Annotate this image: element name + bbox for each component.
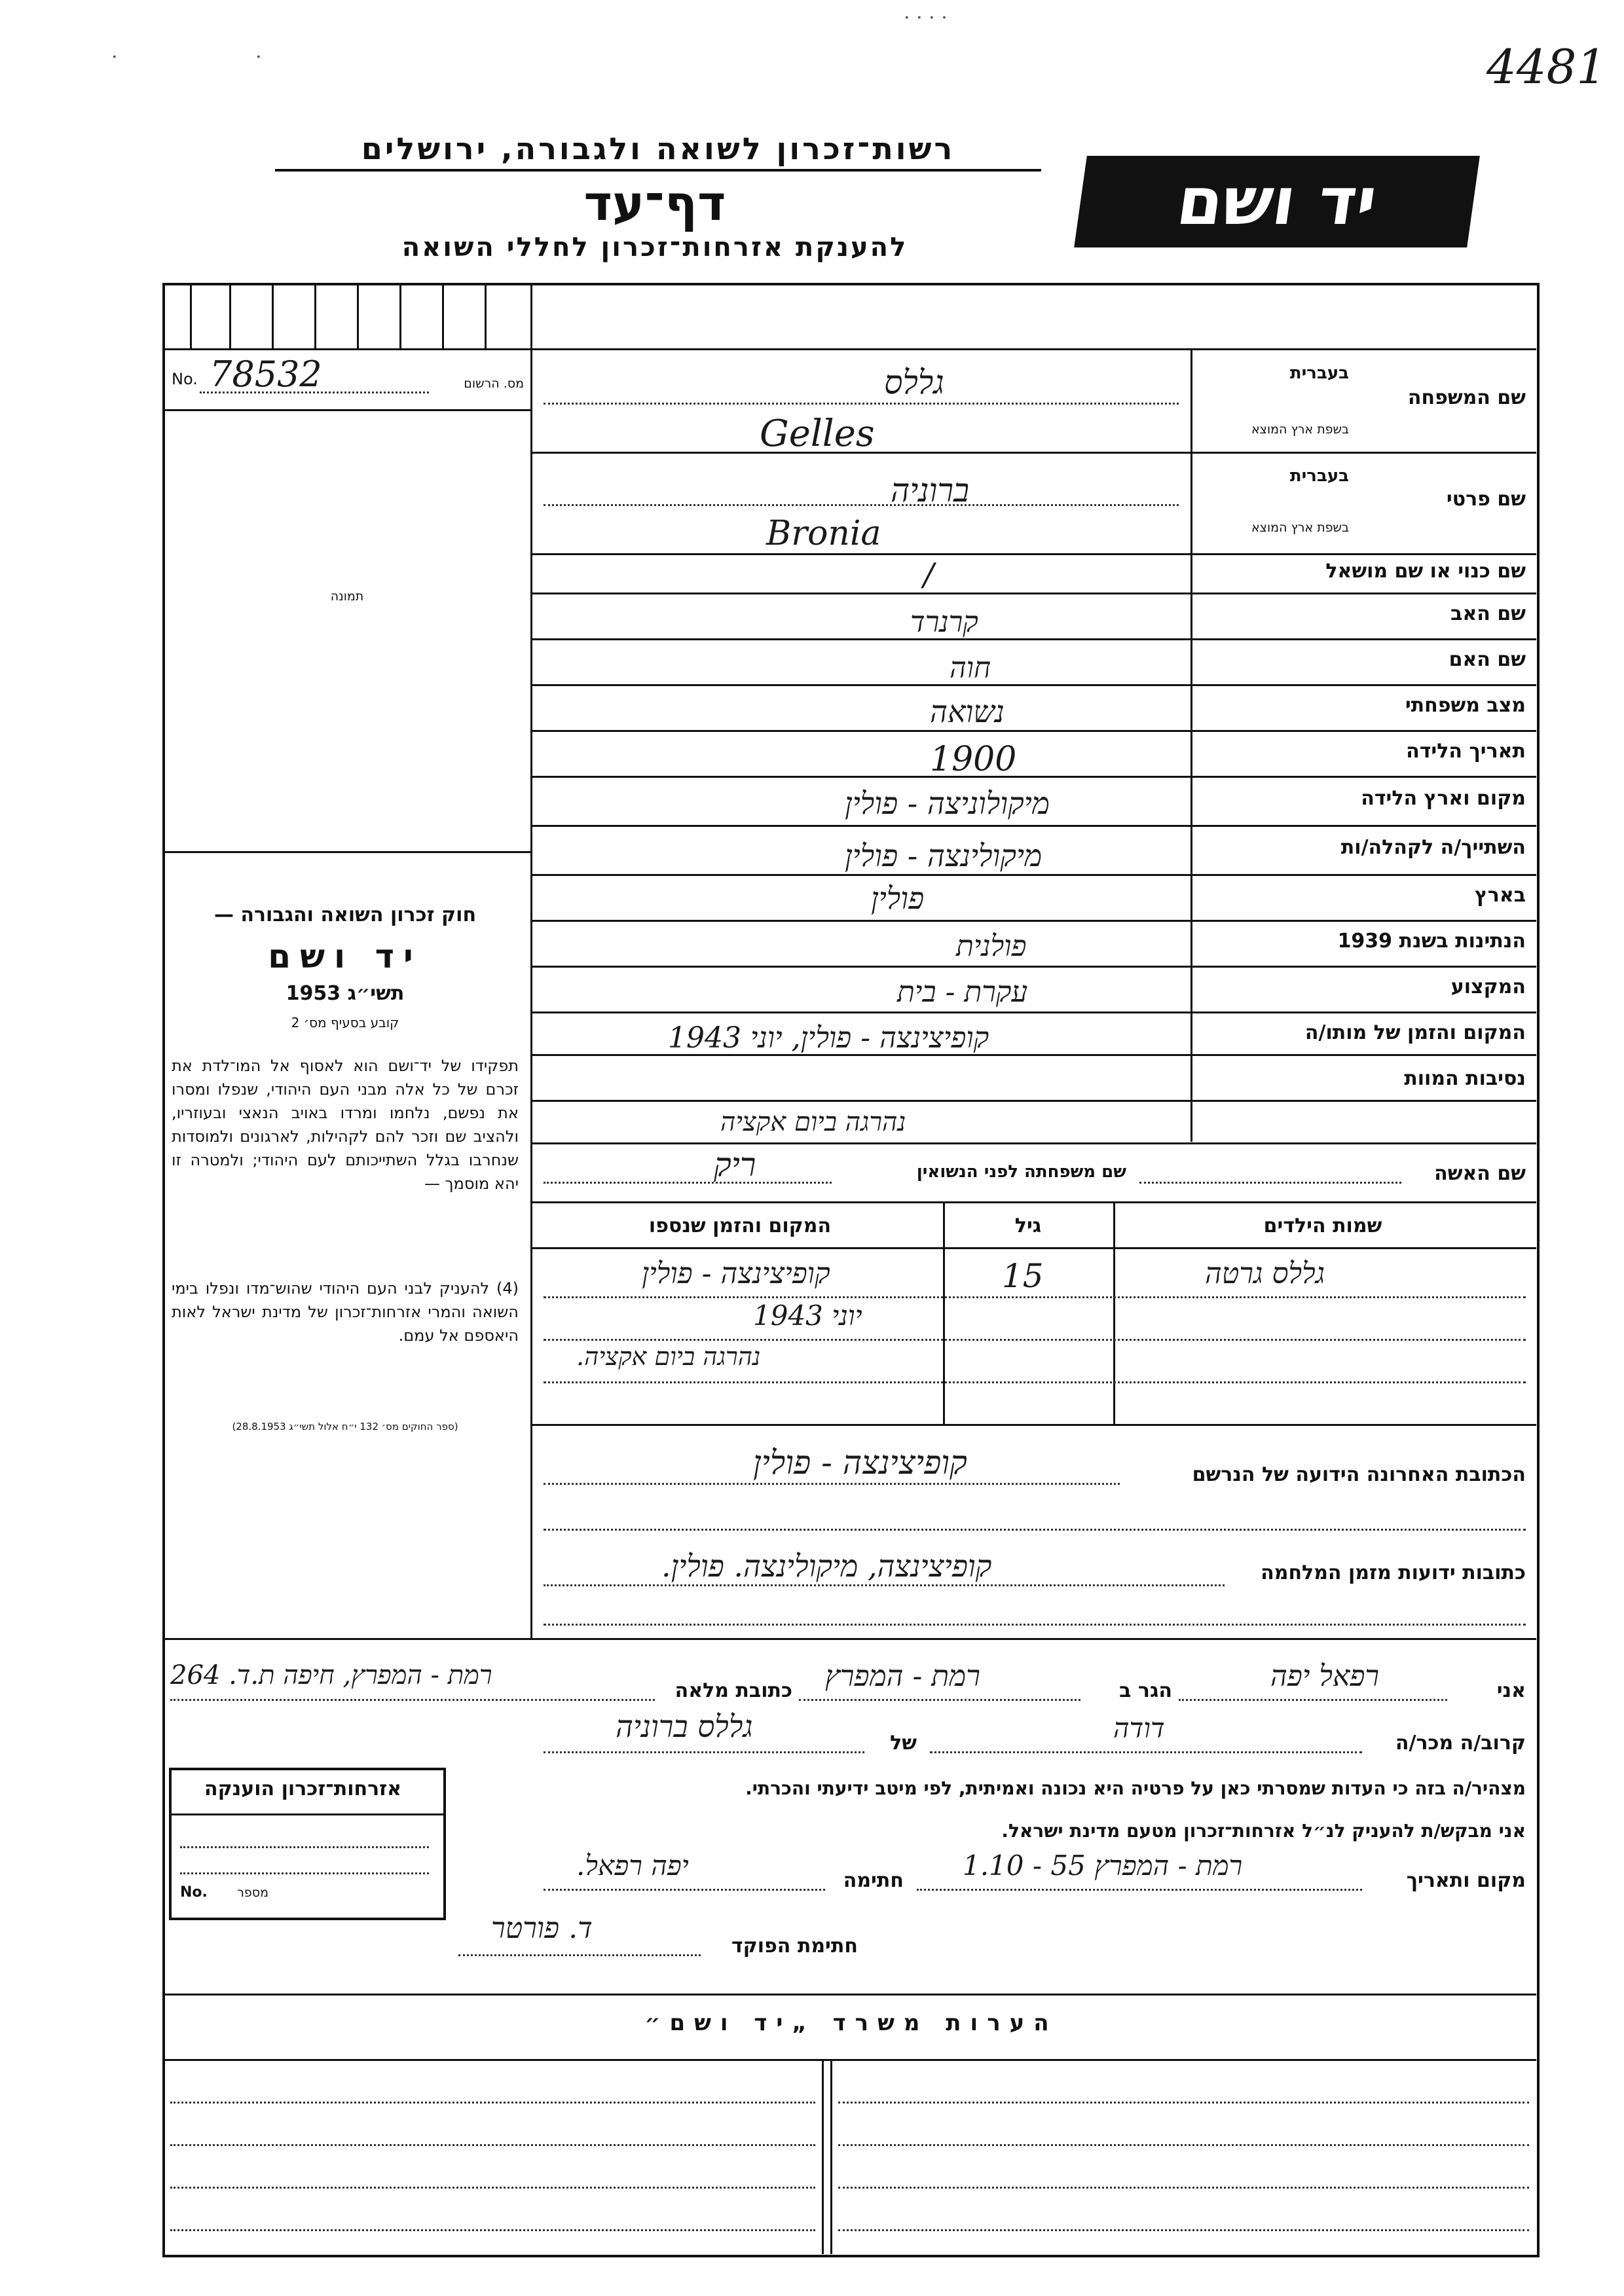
profession-label: המקצוע xyxy=(1450,975,1526,998)
reg-label: מס. הרשום xyxy=(464,376,524,391)
rule xyxy=(190,283,192,348)
rule xyxy=(162,1994,1536,1995)
law-source: (ספר החוקים מס׳ 132 י״ח אלול תשי״ג 28.8.1953) xyxy=(232,1421,458,1432)
rule xyxy=(229,283,231,348)
rule xyxy=(530,776,1536,778)
of-value: גללס ברוניה xyxy=(616,1709,753,1744)
rule xyxy=(530,553,1536,555)
first-origin-label: בשפת ארץ המוצא xyxy=(1251,520,1349,535)
resides-label: הגר ב xyxy=(1119,1679,1172,1702)
rule xyxy=(530,1424,1536,1426)
rule xyxy=(544,1339,1526,1341)
community-value: מיקולינצה - פולין xyxy=(845,838,1043,873)
officer-label: חתימת הפוקד xyxy=(731,1935,858,1958)
rule xyxy=(180,1846,429,1848)
children-place-header: המקום והזמן שנספו xyxy=(648,1214,832,1237)
community-label: השתייך/ה לקהלה/ות xyxy=(1340,836,1526,859)
rule xyxy=(272,283,274,348)
law-name: יד ושם xyxy=(268,938,422,975)
declarant-i-label: אני xyxy=(1496,1679,1526,1702)
rule xyxy=(830,2059,832,2254)
country-value: פולין xyxy=(871,881,925,916)
family-name-origin: Gelles xyxy=(760,412,875,455)
nickname-value: / xyxy=(923,556,934,593)
rule xyxy=(917,1889,1362,1891)
rule xyxy=(1179,1699,1447,1701)
rule xyxy=(530,684,1536,686)
mother-value: חוה xyxy=(950,651,991,685)
rule xyxy=(180,1872,429,1874)
rule xyxy=(485,283,487,348)
rule xyxy=(530,730,1536,732)
rule xyxy=(943,1201,945,1424)
rule xyxy=(170,1699,655,1701)
rule xyxy=(544,1889,825,1891)
rule xyxy=(838,2102,1529,2104)
declarant-name: רפאל יפה xyxy=(1270,1660,1380,1693)
rule xyxy=(1139,1182,1401,1184)
yad-vashem-logo: יד ושם xyxy=(1074,156,1480,247)
rule xyxy=(530,874,1536,876)
last-address-value: קופיצינצה - פולין xyxy=(753,1444,967,1482)
rule xyxy=(930,1751,1362,1753)
war-address-value: קופיצינצה, מיקולינצה. פולין. xyxy=(661,1548,992,1584)
first-name-origin: Bronia xyxy=(766,514,881,553)
citizenship-box-title: אזרחות־זכרון הוענקה xyxy=(204,1777,402,1800)
profession-value: עקרת - בית xyxy=(897,975,1028,1009)
law-section: קובע בסעיף מס׳ 2 xyxy=(291,1015,399,1030)
punch-dot: · xyxy=(111,46,118,69)
rule xyxy=(544,1381,1526,1383)
photo-label: תמונה xyxy=(330,589,364,604)
first-name-hebrew: ברוניה xyxy=(891,471,970,509)
rule xyxy=(530,825,1536,827)
birth-date-value: 1900 xyxy=(930,740,1017,779)
officer-signature: ד. פורטר xyxy=(491,1912,593,1945)
citizenship-box-number-label: מספר xyxy=(237,1886,268,1900)
citizenship-box-no: No. xyxy=(180,1884,208,1901)
rule xyxy=(544,1624,1526,1626)
authority-line: רשות־זכרון לשואה ולגבורה, ירושלים xyxy=(275,131,1041,172)
rule xyxy=(530,1201,1536,1203)
rule xyxy=(530,638,1536,640)
father-value: קרנרד xyxy=(910,606,978,639)
rule xyxy=(530,1142,1536,1144)
reg-number: 78532 xyxy=(210,354,322,395)
death-place-label: המקום והזמן של מותו/ה xyxy=(1304,1021,1526,1044)
punch-dot: · xyxy=(255,46,262,69)
rule xyxy=(530,1011,1536,1013)
rule xyxy=(530,966,1536,968)
law-paragraph-2: (4) להעניק לבני העם היהודי שהוש־מדו ונפלו בימי השואה והמרי אזרחות־זכרון של מדינת ישראל לאות היאספם אל עמם. xyxy=(172,1279,519,1345)
rule xyxy=(170,2229,815,2231)
rule xyxy=(314,283,316,348)
citizenship-value: פולנית xyxy=(956,930,1027,963)
rule xyxy=(544,1584,1225,1586)
child-place: קופיצינצה - פולין xyxy=(642,1257,830,1290)
law-paragraph-1: תפקידו של יד־ושם הוא לאסוף אל המו־לדת את זכרם של כל אלה מבני העם היהודי, שנפלו ומסרו את נפשם, נלחמו ומרדו באויב הנאצי ובעוזריו, ולהציב שם וזכר להם לקהילות, לארגונים ולמוסדות שנחרבו בגלל השתייכותם לעם היהודי; ולמטרה זו יהא מוסמך — xyxy=(172,1057,519,1193)
of-label: של xyxy=(890,1732,917,1755)
rule xyxy=(530,1100,1536,1102)
form-subtitle: להענקת אזרחות־זכרון לחללי השואה xyxy=(401,232,908,263)
children-names-header: שמות הילדים xyxy=(1263,1214,1382,1237)
marital-value: נשואה xyxy=(930,694,1005,729)
signature-value: יפה רפאל. xyxy=(576,1850,689,1882)
rule xyxy=(544,504,1179,506)
rule xyxy=(170,2102,815,2104)
full-address-value: רמת - המפרץ, חיפה ת.ד. 264 xyxy=(170,1660,492,1690)
family-hebrew-label: בעברית xyxy=(1289,363,1349,383)
rule xyxy=(544,1529,1526,1531)
first-name-label: שם פרטי xyxy=(1446,488,1526,511)
marital-label: מצב משפחתי xyxy=(1405,694,1526,717)
declaration-text: מצהיר/ה בזה כי העדות שמסרתי כאן על פרטיה היא נכונה ואמיתית, לפי מיטב ידיעתי והכרתי. xyxy=(745,1777,1526,1799)
rule xyxy=(162,348,1536,350)
rule xyxy=(170,2187,815,2189)
wife-maiden-label: שם משפחתה לפני הנשואין xyxy=(916,1162,1126,1182)
law-year: תשי״ג 1953 xyxy=(286,982,405,1005)
relative-value: דודה xyxy=(1113,1712,1165,1744)
child-age: 15 xyxy=(1002,1257,1044,1295)
birth-place-label: מקום וארץ הלידה xyxy=(1361,787,1526,810)
rule xyxy=(399,283,401,348)
page-number: 4481 xyxy=(1486,39,1607,94)
rule xyxy=(169,1813,443,1815)
rule xyxy=(530,920,1536,922)
reg-no-label: No. xyxy=(172,370,198,388)
law-title: חוק זכרון השואה והגבורה — xyxy=(213,903,477,926)
full-address-label: כתובת מלאה xyxy=(674,1679,792,1702)
death-place-value: קופיצינצה - פולין, יוני 1943 xyxy=(668,1021,989,1055)
rule xyxy=(544,403,1179,405)
rule xyxy=(442,283,444,348)
first-hebrew-label: בעברית xyxy=(1289,466,1349,486)
rule xyxy=(1190,348,1192,1142)
birth-date-label: תאריך הלידה xyxy=(1406,740,1526,763)
rule xyxy=(838,2229,1529,2231)
resides-value: רמת - המפרץ xyxy=(825,1660,980,1693)
relative-label: קרוב/ה מכר/ה xyxy=(1395,1732,1526,1755)
rule xyxy=(799,1699,1080,1701)
rule xyxy=(357,283,359,348)
rule xyxy=(530,592,1536,594)
death-cause-value: נהרגה ביום אקציה xyxy=(720,1107,906,1137)
mother-label: שם האם xyxy=(1449,648,1526,671)
family-name-hebrew: גללס xyxy=(884,363,944,401)
rule xyxy=(530,452,1536,454)
rule xyxy=(458,1954,701,1956)
child-name: גללס גרטה xyxy=(1205,1257,1325,1290)
birth-place-value: מיקולוניצה - פולין xyxy=(845,786,1050,821)
rule xyxy=(162,2059,1536,2061)
rule xyxy=(544,1296,1526,1298)
rule xyxy=(544,1751,864,1753)
form-title: דף־עד xyxy=(583,175,726,232)
country-label: בארץ xyxy=(1474,884,1526,907)
punch-dots: · · · · xyxy=(904,7,948,29)
rule xyxy=(162,409,532,411)
family-name-label: שם המשפחה xyxy=(1407,386,1526,409)
citizenship-label: הנתינות בשנת 1939 xyxy=(1337,930,1526,953)
children-age-header: גיל xyxy=(1014,1214,1042,1237)
signature-label: חתימה xyxy=(843,1869,904,1892)
war-address-label: כתובות ידועות מזמן המלחמה xyxy=(1261,1561,1526,1584)
place-date-value: רמת - המפרץ 55 - 1.10 xyxy=(963,1850,1243,1882)
rule xyxy=(822,2059,824,2254)
death-cause-label: נסיבות המוות xyxy=(1404,1067,1526,1090)
rule xyxy=(544,1483,1120,1485)
family-origin-label: בשפת ארץ המוצא xyxy=(1251,422,1349,437)
rule xyxy=(1113,1201,1115,1424)
wife-label: שם האשה xyxy=(1434,1162,1526,1185)
rule xyxy=(838,2187,1529,2189)
father-label: שם האב xyxy=(1450,602,1526,625)
nickname-label: שם כנוי או שם מושאל xyxy=(1325,560,1526,583)
place-date-label: מקום ותאריך xyxy=(1406,1869,1526,1892)
child-cause: נהרגה ביום אקציה. xyxy=(576,1342,761,1371)
notes-title: הערות משרד „יד ושם״ xyxy=(644,2010,1058,2036)
rule xyxy=(162,851,532,853)
rule xyxy=(530,1247,1536,1249)
request-text: אני מבקש/ת להעניק לנ״ל אזרחות־זכרון מטעם מדינת ישראל. xyxy=(1001,1820,1526,1842)
rule xyxy=(838,2144,1529,2146)
wife-value: ריק xyxy=(714,1146,756,1184)
rule xyxy=(200,392,429,393)
rule xyxy=(162,1638,1536,1640)
rule xyxy=(530,283,532,1638)
rule xyxy=(170,2144,815,2146)
child-date: יוני 1943 xyxy=(753,1300,862,1332)
last-address-label: הכתובת האחרונה הידועה של הנרשם xyxy=(1192,1463,1526,1486)
rule xyxy=(544,1182,832,1184)
